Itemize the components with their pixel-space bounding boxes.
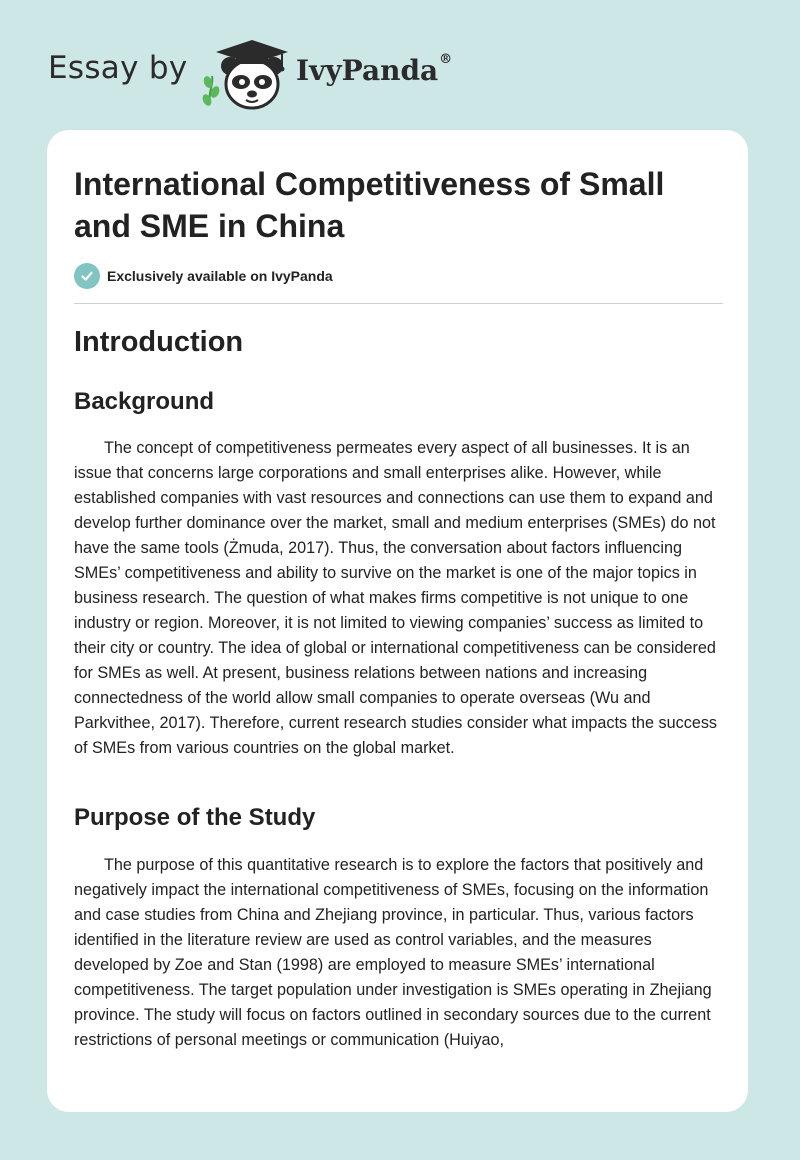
subsection-heading-purpose: Purpose of the Study <box>74 804 316 831</box>
article-card <box>47 130 748 1112</box>
paragraph-background: The concept of competitiveness permeates every aspect of all businesses. It is an issue that concerns large corporations and small enterprises alike. However, while established companies with vast resources and connections can use them to expand and develop further dominance over the market, small and medium enterprises (SMEs) do not have the same tools (Żmuda, 2017). Thus, the conversation about factors influencing SMEs’ competitiveness and ability to survive on the market is one of the major topics in business research. The question of what makes firms competitive is not unique to one industry or region. Moreover, it is not limited to viewing companies’ success as limited to their city or country. The idea of global or international competitiveness can be considered for SMEs as well. At present, business relations between nations and increasing connectedness of the world allow small companies to operate overseas (Wu and Parkvithee, 2017). Therefore, current research studies consider what impacts the success of SMEs from various countries on the global market. <box>74 439 718 757</box>
panda-graduation-cap-logo-icon[interactable] <box>200 32 292 112</box>
section-heading-introduction: Introduction <box>74 326 244 358</box>
paragraph-purpose: The purpose of this quantitative research is to explore the factors that positively and negatively impact the international competitiveness of SMEs, focusing on the information and case studies from China and Zhejiang province, in particular. Thus, various factors identified in the literature review are used as control variables, and the measures developed by Zoe and Stan (1998) are employed to measure SMEs’ international competitiveness. The target population under investigation is SMEs operating in Zhejiang province. The study will focus on factors outlined in secondary sources due to the current restrictions of personal meetings or communication (Huiyao, <box>74 856 712 1049</box>
check-icon <box>74 263 100 289</box>
brand-name[interactable] <box>296 54 452 87</box>
divider <box>74 303 723 304</box>
site-header <box>48 30 548 110</box>
essay-by-label: Essay by <box>48 50 188 86</box>
exclusive-badge <box>74 263 333 289</box>
registered-mark: ® <box>439 52 453 67</box>
exclusive-badge-text: Exclusively available on IvyPanda <box>107 268 333 284</box>
article-title: International Competitiveness of Small and SME in China <box>74 166 665 244</box>
subsection-heading-background: Background <box>74 388 215 415</box>
brand-label: IvyPanda <box>296 54 439 87</box>
